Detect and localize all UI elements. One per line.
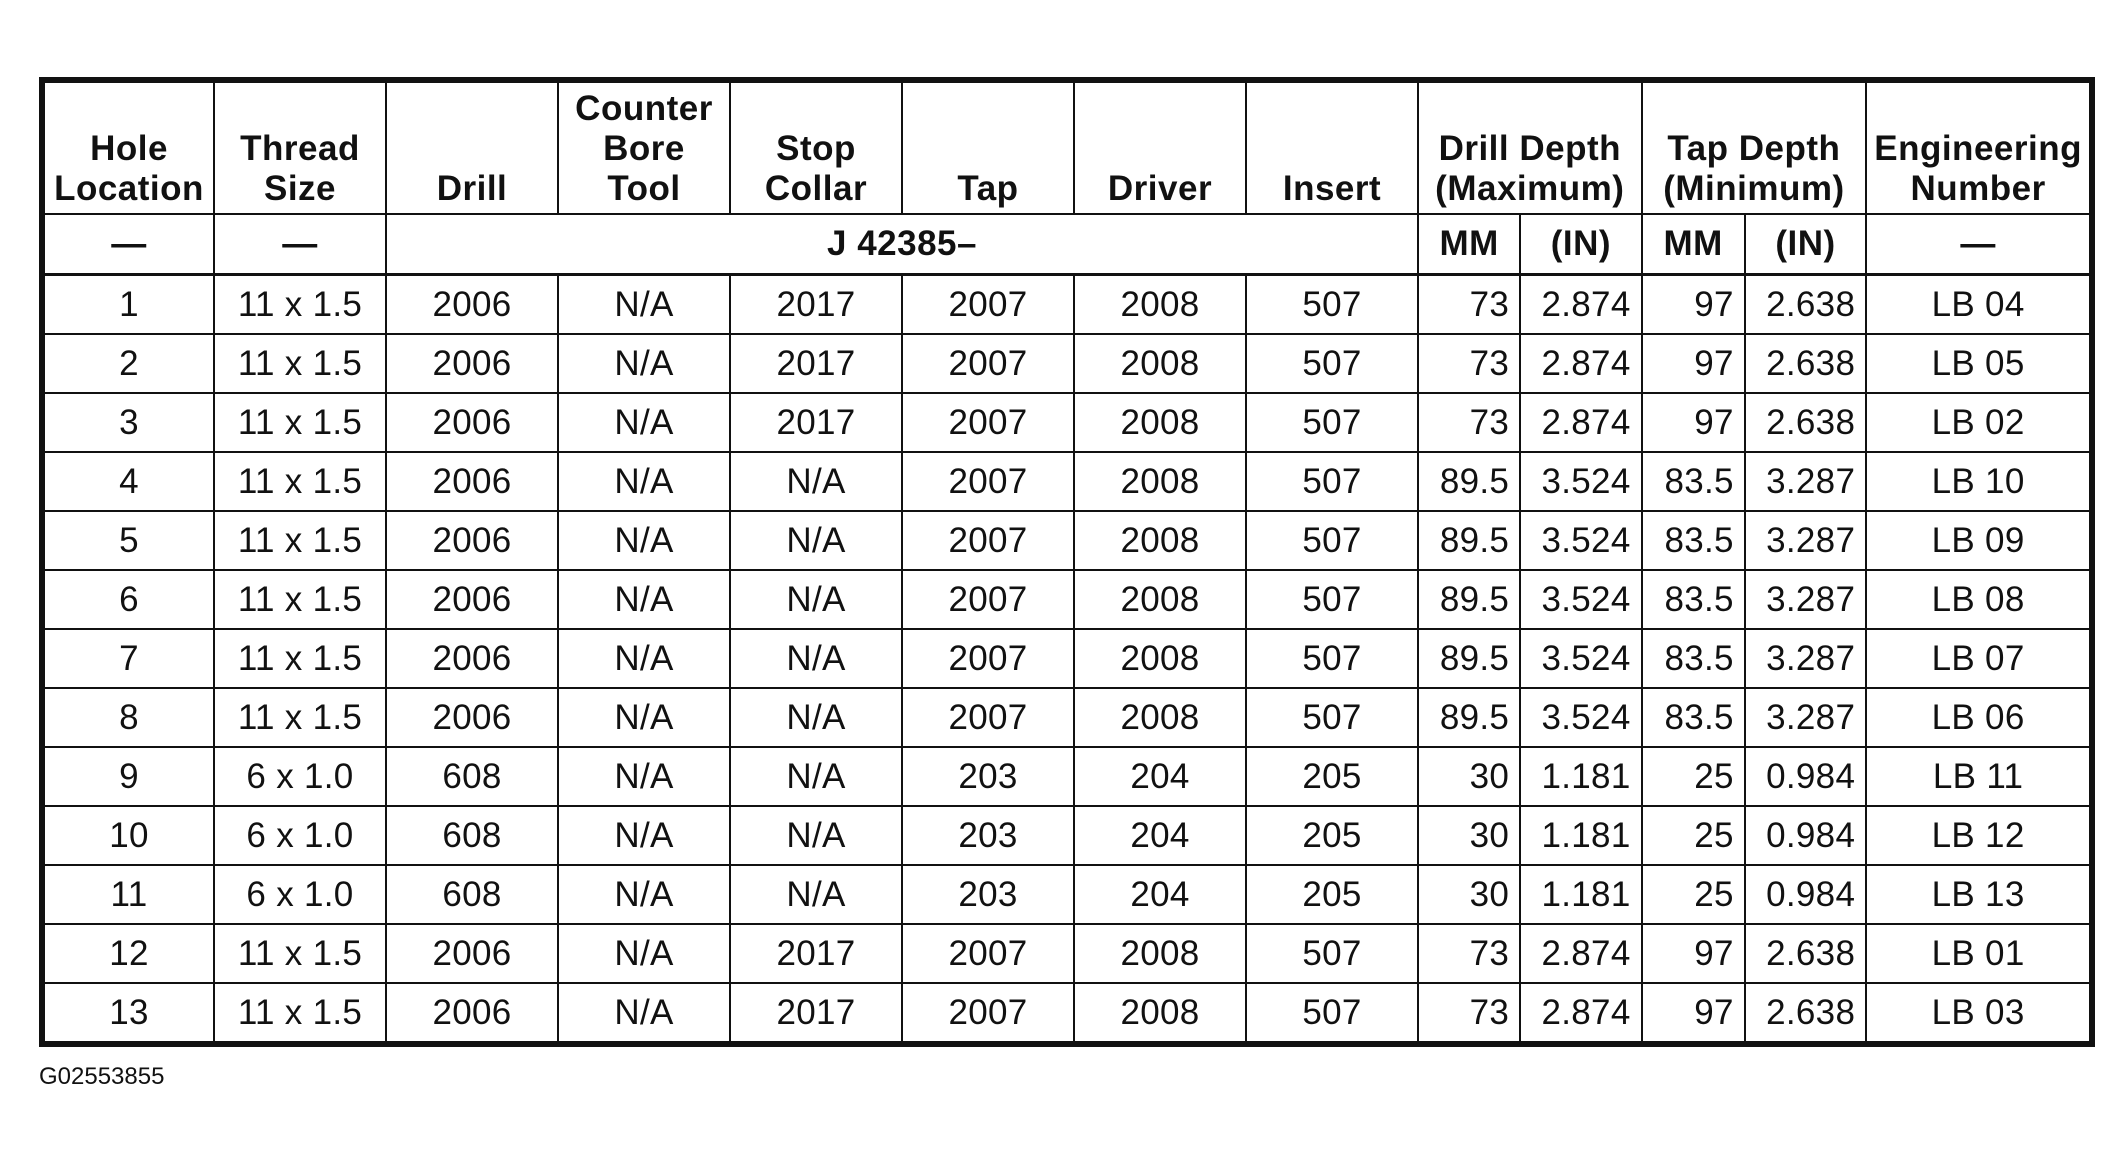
cell-engineering-number: LB 06 (1866, 688, 2092, 747)
cell-counter-bore-tool: N/A (558, 983, 730, 1044)
cell-drill-depth-in: 3.524 (1520, 570, 1641, 629)
units-hole-location: — (42, 214, 214, 275)
cell-drill-depth-in: 1.181 (1520, 865, 1641, 924)
cell-hole-location: 3 (42, 393, 214, 452)
cell-thread-size: 11 x 1.5 (214, 983, 386, 1044)
units-tap-depth-in: (IN) (1745, 214, 1866, 275)
cell-tap: 203 (902, 865, 1074, 924)
cell-tap-depth-mm: 97 (1642, 924, 1745, 983)
cell-stop-collar: N/A (730, 452, 902, 511)
cell-tap-depth-in: 2.638 (1745, 334, 1866, 393)
cell-engineering-number: LB 07 (1866, 629, 2092, 688)
cell-tap-depth-in: 3.287 (1745, 452, 1866, 511)
cell-insert: 507 (1246, 334, 1418, 393)
cell-hole-location: 6 (42, 570, 214, 629)
cell-tap: 203 (902, 747, 1074, 806)
cell-counter-bore-tool: N/A (558, 275, 730, 335)
cell-engineering-number: LB 02 (1866, 393, 2092, 452)
cell-tap-depth-in: 2.638 (1745, 275, 1866, 335)
cell-tap-depth-mm: 25 (1642, 747, 1745, 806)
cell-engineering-number: LB 03 (1866, 983, 2092, 1044)
cell-engineering-number: LB 09 (1866, 511, 2092, 570)
cell-tap-depth-mm: 83.5 (1642, 452, 1745, 511)
cell-tap-depth-mm: 97 (1642, 275, 1745, 335)
cell-driver: 2008 (1074, 688, 1246, 747)
cell-drill: 2006 (386, 393, 558, 452)
cell-drill-depth-in: 2.874 (1520, 924, 1641, 983)
cell-stop-collar: 2017 (730, 393, 902, 452)
table-row (42, 275, 2092, 335)
cell-tap-depth-in: 0.984 (1745, 865, 1866, 924)
table-row (42, 629, 2092, 688)
cell-tap: 2007 (902, 570, 1074, 629)
header-drill: Drill (386, 80, 558, 214)
cell-hole-location: 13 (42, 983, 214, 1044)
cell-drill-depth-mm: 73 (1418, 334, 1520, 393)
cell-driver: 2008 (1074, 924, 1246, 983)
cell-tap: 2007 (902, 629, 1074, 688)
header-engineering-number: Engineering Number (1866, 80, 2092, 214)
cell-drill-depth-in: 2.874 (1520, 275, 1641, 335)
cell-tap-depth-mm: 25 (1642, 806, 1745, 865)
cell-thread-size: 11 x 1.5 (214, 393, 386, 452)
cell-drill-depth-mm: 89.5 (1418, 688, 1520, 747)
cell-insert: 507 (1246, 688, 1418, 747)
cell-insert: 205 (1246, 747, 1418, 806)
cell-stop-collar: 2017 (730, 275, 902, 335)
cell-hole-location: 9 (42, 747, 214, 806)
cell-counter-bore-tool: N/A (558, 865, 730, 924)
header-tap-depth: Tap Depth (Minimum) (1642, 80, 1867, 214)
cell-drill-depth-mm: 89.5 (1418, 570, 1520, 629)
table-row (42, 806, 2092, 865)
cell-tap: 2007 (902, 688, 1074, 747)
header-insert: Insert (1246, 80, 1418, 214)
cell-engineering-number: LB 05 (1866, 334, 2092, 393)
cell-driver: 2008 (1074, 393, 1246, 452)
header-drill-depth: Drill Depth (Maximum) (1418, 80, 1642, 214)
figure-id: G02553855 (39, 1063, 165, 1090)
cell-thread-size: 11 x 1.5 (214, 924, 386, 983)
cell-engineering-number: LB 13 (1866, 865, 2092, 924)
specification-table (39, 77, 2095, 1047)
cell-drill-depth-mm: 30 (1418, 865, 1520, 924)
cell-stop-collar: N/A (730, 806, 902, 865)
cell-thread-size: 11 x 1.5 (214, 452, 386, 511)
cell-tap-depth-mm: 83.5 (1642, 570, 1745, 629)
header-stop-collar: Stop Collar (730, 80, 902, 214)
cell-thread-size: 6 x 1.0 (214, 865, 386, 924)
cell-drill-depth-in: 3.524 (1520, 452, 1641, 511)
cell-driver: 204 (1074, 806, 1246, 865)
cell-insert: 507 (1246, 452, 1418, 511)
cell-insert: 205 (1246, 806, 1418, 865)
cell-drill: 2006 (386, 275, 558, 335)
cell-hole-location: 7 (42, 629, 214, 688)
cell-tap-depth-in: 2.638 (1745, 393, 1866, 452)
cell-tap: 2007 (902, 924, 1074, 983)
cell-counter-bore-tool: N/A (558, 747, 730, 806)
cell-driver: 204 (1074, 747, 1246, 806)
header-counter-bore-tool: Counter Bore Tool (558, 80, 730, 214)
cell-counter-bore-tool: N/A (558, 570, 730, 629)
units-engineering-number: — (1866, 214, 2092, 275)
cell-counter-bore-tool: N/A (558, 688, 730, 747)
cell-hole-location: 1 (42, 275, 214, 335)
cell-hole-location: 4 (42, 452, 214, 511)
cell-hole-location: 5 (42, 511, 214, 570)
cell-stop-collar: N/A (730, 747, 902, 806)
cell-tap: 2007 (902, 983, 1074, 1044)
cell-drill-depth-mm: 30 (1418, 806, 1520, 865)
cell-drill-depth-in: 2.874 (1520, 983, 1641, 1044)
cell-tap-depth-mm: 83.5 (1642, 511, 1745, 570)
table-row (42, 983, 2092, 1044)
table-row (42, 747, 2092, 806)
header-tap: Tap (902, 80, 1074, 214)
cell-stop-collar: 2017 (730, 334, 902, 393)
cell-stop-collar: 2017 (730, 983, 902, 1044)
cell-tap: 2007 (902, 452, 1074, 511)
cell-drill-depth-mm: 89.5 (1418, 629, 1520, 688)
cell-drill: 2006 (386, 924, 558, 983)
cell-drill-depth-in: 3.524 (1520, 629, 1641, 688)
cell-tap-depth-in: 0.984 (1745, 806, 1866, 865)
cell-drill-depth-in: 3.524 (1520, 688, 1641, 747)
table-row (42, 570, 2092, 629)
cell-engineering-number: LB 12 (1866, 806, 2092, 865)
cell-stop-collar: N/A (730, 629, 902, 688)
cell-stop-collar: 2017 (730, 924, 902, 983)
cell-engineering-number: LB 10 (1866, 452, 2092, 511)
cell-drill: 2006 (386, 511, 558, 570)
cell-tap-depth-mm: 25 (1642, 865, 1745, 924)
table-body (42, 275, 2092, 1045)
table-row (42, 452, 2092, 511)
cell-stop-collar: N/A (730, 865, 902, 924)
cell-tap: 2007 (902, 334, 1074, 393)
cell-counter-bore-tool: N/A (558, 629, 730, 688)
table-row (42, 865, 2092, 924)
tool-kit-number: J 42385– (386, 214, 1418, 275)
cell-thread-size: 6 x 1.0 (214, 806, 386, 865)
cell-insert: 507 (1246, 629, 1418, 688)
cell-thread-size: 6 x 1.0 (214, 747, 386, 806)
units-row (42, 214, 2092, 275)
units-thread-size: — (214, 214, 386, 275)
cell-drill: 608 (386, 747, 558, 806)
cell-counter-bore-tool: N/A (558, 393, 730, 452)
cell-drill-depth-mm: 73 (1418, 983, 1520, 1044)
cell-stop-collar: N/A (730, 511, 902, 570)
cell-counter-bore-tool: N/A (558, 511, 730, 570)
cell-tap-depth-mm: 97 (1642, 393, 1745, 452)
cell-drill-depth-mm: 89.5 (1418, 511, 1520, 570)
cell-thread-size: 11 x 1.5 (214, 688, 386, 747)
cell-tap-depth-mm: 97 (1642, 334, 1745, 393)
header-hole-location: Hole Location (42, 80, 214, 214)
cell-drill-depth-mm: 73 (1418, 275, 1520, 335)
cell-drill-depth-in: 2.874 (1520, 393, 1641, 452)
cell-insert: 507 (1246, 570, 1418, 629)
cell-tap-depth-in: 3.287 (1745, 629, 1866, 688)
cell-insert: 507 (1246, 924, 1418, 983)
cell-drill-depth-in: 1.181 (1520, 747, 1641, 806)
cell-stop-collar: N/A (730, 688, 902, 747)
cell-tap: 2007 (902, 393, 1074, 452)
cell-drill: 2006 (386, 570, 558, 629)
header-driver: Driver (1074, 80, 1246, 214)
cell-tap-depth-in: 3.287 (1745, 570, 1866, 629)
cell-insert: 205 (1246, 865, 1418, 924)
cell-counter-bore-tool: N/A (558, 334, 730, 393)
cell-driver: 2008 (1074, 334, 1246, 393)
cell-drill-depth-mm: 89.5 (1418, 452, 1520, 511)
cell-tap-depth-in: 2.638 (1745, 983, 1866, 1044)
cell-drill-depth-mm: 30 (1418, 747, 1520, 806)
cell-hole-location: 8 (42, 688, 214, 747)
cell-drill-depth-mm: 73 (1418, 924, 1520, 983)
cell-engineering-number: LB 01 (1866, 924, 2092, 983)
cell-hole-location: 12 (42, 924, 214, 983)
cell-insert: 507 (1246, 511, 1418, 570)
cell-drill: 2006 (386, 452, 558, 511)
cell-insert: 507 (1246, 393, 1418, 452)
cell-drill: 2006 (386, 334, 558, 393)
cell-tap-depth-mm: 97 (1642, 983, 1745, 1044)
cell-thread-size: 11 x 1.5 (214, 570, 386, 629)
cell-counter-bore-tool: N/A (558, 806, 730, 865)
cell-counter-bore-tool: N/A (558, 452, 730, 511)
cell-hole-location: 2 (42, 334, 214, 393)
cell-drill-depth-in: 3.524 (1520, 511, 1641, 570)
units-tap-depth-mm: MM (1642, 214, 1745, 275)
cell-thread-size: 11 x 1.5 (214, 275, 386, 335)
cell-tap-depth-in: 0.984 (1745, 747, 1866, 806)
cell-stop-collar: N/A (730, 570, 902, 629)
cell-driver: 2008 (1074, 452, 1246, 511)
cell-driver: 204 (1074, 865, 1246, 924)
cell-engineering-number: LB 08 (1866, 570, 2092, 629)
cell-drill: 608 (386, 806, 558, 865)
cell-tap: 2007 (902, 275, 1074, 335)
cell-thread-size: 11 x 1.5 (214, 629, 386, 688)
table-row (42, 334, 2092, 393)
cell-counter-bore-tool: N/A (558, 924, 730, 983)
header-row (42, 80, 2092, 214)
cell-driver: 2008 (1074, 511, 1246, 570)
cell-tap-depth-in: 2.638 (1745, 924, 1866, 983)
cell-tap-depth-in: 3.287 (1745, 511, 1866, 570)
cell-insert: 507 (1246, 983, 1418, 1044)
cell-tap: 2007 (902, 511, 1074, 570)
cell-engineering-number: LB 11 (1866, 747, 2092, 806)
cell-driver: 2008 (1074, 570, 1246, 629)
cell-tap: 203 (902, 806, 1074, 865)
units-drill-depth-in: (IN) (1520, 214, 1641, 275)
header-thread-size: Thread Size (214, 80, 386, 214)
units-drill-depth-mm: MM (1418, 214, 1520, 275)
cell-tap-depth-mm: 83.5 (1642, 629, 1745, 688)
cell-hole-location: 10 (42, 806, 214, 865)
cell-engineering-number: LB 04 (1866, 275, 2092, 335)
cell-drill: 2006 (386, 629, 558, 688)
cell-driver: 2008 (1074, 983, 1246, 1044)
cell-thread-size: 11 x 1.5 (214, 511, 386, 570)
cell-drill-depth-mm: 73 (1418, 393, 1520, 452)
cell-tap-depth-mm: 83.5 (1642, 688, 1745, 747)
cell-insert: 507 (1246, 275, 1418, 335)
cell-driver: 2008 (1074, 275, 1246, 335)
cell-drill: 2006 (386, 983, 558, 1044)
cell-drill: 2006 (386, 688, 558, 747)
table-row (42, 688, 2092, 747)
table-row (42, 393, 2092, 452)
table-row (42, 511, 2092, 570)
cell-drill: 608 (386, 865, 558, 924)
cell-thread-size: 11 x 1.5 (214, 334, 386, 393)
cell-driver: 2008 (1074, 629, 1246, 688)
cell-drill-depth-in: 1.181 (1520, 806, 1641, 865)
cell-tap-depth-in: 3.287 (1745, 688, 1866, 747)
table-row (42, 924, 2092, 983)
cell-drill-depth-in: 2.874 (1520, 334, 1641, 393)
cell-hole-location: 11 (42, 865, 214, 924)
